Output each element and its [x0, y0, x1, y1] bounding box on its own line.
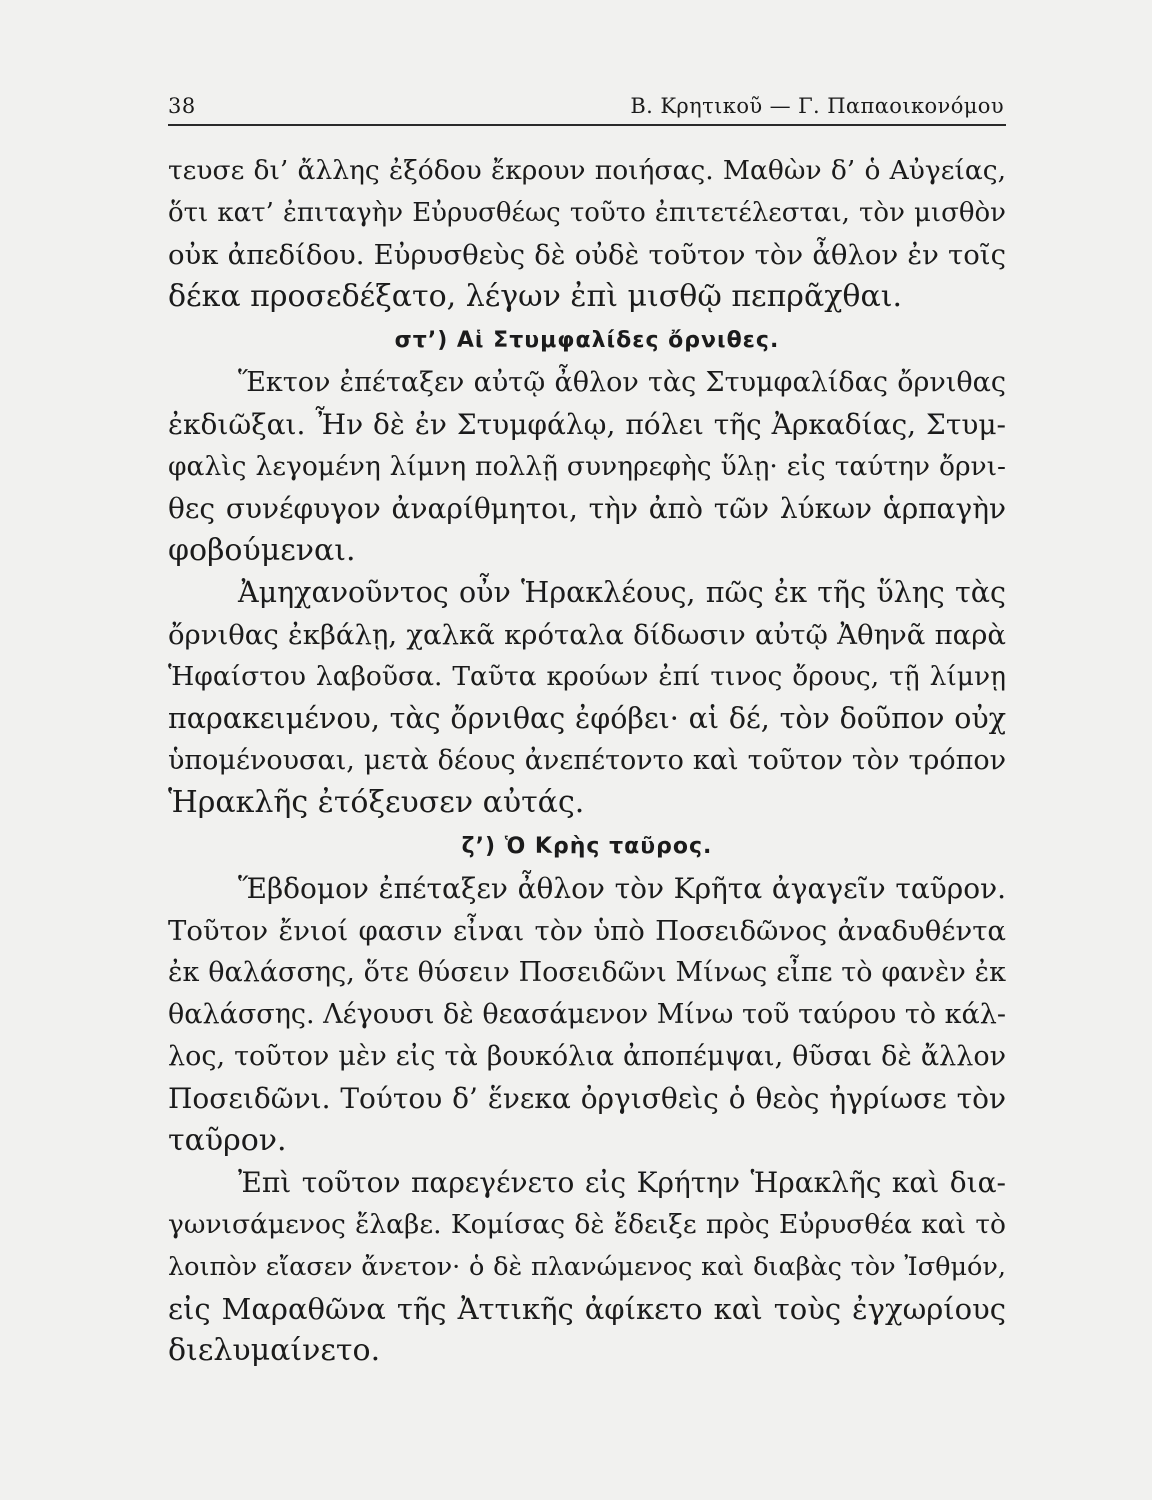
text-line: ὑπομένουσαι, μετὰ δέους ἀνεπέτοντο καὶ τοῦτον τὸν τρόπον — [168, 745, 1006, 776]
section-heading: ζ’) Ὁ Κρὴς ταῦρος. — [461, 834, 713, 859]
paragraph — [168, 150, 1006, 318]
text-line: φοβούμεναι. — [168, 533, 356, 568]
paragraph — [168, 572, 1006, 824]
text-line: Ἡρακλῆς ἐτόξευσεν αὐτάς. — [168, 785, 585, 820]
text-line: ὅτι κατ’ ἐπιταγὴν Εὐρυσθέως τοῦτο ἐπιτετέλεσται, τὸν μισθὸν — [168, 198, 1006, 228]
text-line: ἐκ θαλάσσης, ὅτε θύσειν Ποσειδῶνι Μίνως εἶπε τὸ φανὲν ἐκ — [168, 957, 1006, 988]
text-line: οὐκ ἀπεδίδου. Εὐρυσθεὺς δὲ οὐδὲ τοῦτον τὸν ἆθλον ἐν τοῖς — [168, 239, 1006, 271]
text-line: Ἕκτον ἐπέταξεν αὐτῷ ἆθλον τὰς Στυμφαλίδας ὄρνιθας — [238, 367, 1006, 398]
text-line: Ἕβδομον ἐπέταξεν ἆθλον τὸν Κρῆτα ἀγαγεῖν ταῦρον. — [238, 872, 1006, 905]
paragraph — [168, 868, 1006, 1162]
text-line: Ἐπὶ τοῦτον παρεγένετο εἰς Κρήτην Ἡρακλῆς καὶ δια- — [238, 1166, 1006, 1199]
text-line: γωνισάμενος ἔλαβε. Κομίσας δὲ ἔδειξε πρὸς Εὐρυσθέα καὶ τὸ — [168, 1209, 1006, 1240]
text-line: Ποσειδῶνι. Τούτου δ’ ἕνεκα ὀργισθεὶς ὁ θεὸς ἠγρίωσε τὸν — [168, 1082, 1006, 1115]
text-line: παρακειμένου, τὰς ὄρνιθας ἐφόβει· αἱ δέ, τὸν δοῦπον οὐχ — [168, 702, 1006, 735]
page-number: 38 — [168, 94, 196, 118]
text-line: θαλάσσης. Λέγουσι δὲ θεασάμενον Μίνω τοῦ ταύρου τὸ κάλ- — [168, 999, 1006, 1030]
paragraph — [168, 1162, 1006, 1372]
body-text — [168, 150, 1006, 1372]
text-line: ταῦρον. — [168, 1123, 287, 1158]
text-line: ἐκδιῶξαι. Ἦν δὲ ἐν Στυμφάλῳ, πόλει τῆς Ἀρκαδίας, Στυμ- — [168, 408, 1006, 441]
text-line: Ἡφαίστου λαβοῦσα. Ταῦτα κρούων ἐπί τινος ὄρους, τῇ λίμνῃ — [168, 661, 1006, 692]
header-rule — [168, 124, 1006, 126]
text-line: δέκα προσεδέξατο, λέγων ἐπὶ μισθῷ πεπρᾶχθαι. — [168, 279, 903, 314]
text-line: Τοῦτον ἔνιοί φασιν εἶναι τὸν ὑπὸ Ποσειδῶνος ἀναδυθέντα — [168, 915, 1006, 947]
text-line: λος, τοῦτον μὲν εἰς τὰ βουκόλια ἀποπέμψαι, θῦσαι δὲ ἄλλον — [168, 1041, 1006, 1072]
section-heading: στ’) Αἱ Στυμφαλίδες ὄρνιθες. — [394, 328, 780, 353]
text-line: λοιπὸν εἴασεν ἄνετον· ὁ δὲ πλανώμενος καὶ διαβὰς τὸν Ἰσθμόν, — [168, 1252, 1006, 1282]
running-head: Β. Κρητικοῦ — Γ. Παπαοικονόμου — [630, 94, 1004, 118]
paragraph — [168, 362, 1006, 572]
text-line: διελυμαίνετο. — [168, 1333, 381, 1368]
text-line: Ἀμηχανοῦντος οὖν Ἡρακλέους, πῶς ἐκ τῆς ὕλης τὰς — [238, 576, 1006, 609]
text-line: τευσε δι’ ἄλλης ἐξόδου ἔκρουν ποιήσας. Μαθὼν δ’ ὁ Αὐγείας, — [168, 155, 1006, 186]
text-line: θες συνέφυγον ἀναρίθμητοι, τὴν ἀπὸ τῶν λύκων ἁρπαγὴν — [168, 492, 1006, 525]
text-line: φαλὶς λεγομένη λίμνη πολλῇ συνηρεφὴς ὕλῃ· εἰς ταύτην ὄρνι- — [168, 451, 1006, 482]
text-line: ὄρνιθας ἐκβάλῃ, χαλκᾶ κρόταλα δίδωσιν αὐτῷ Ἀθηνᾶ παρὰ — [168, 619, 1006, 651]
text-line: εἰς Μαραθῶνα τῆς Ἀττικῆς ἀφίκετο καὶ τοὺς ἐγχωρίους — [168, 1292, 1006, 1326]
